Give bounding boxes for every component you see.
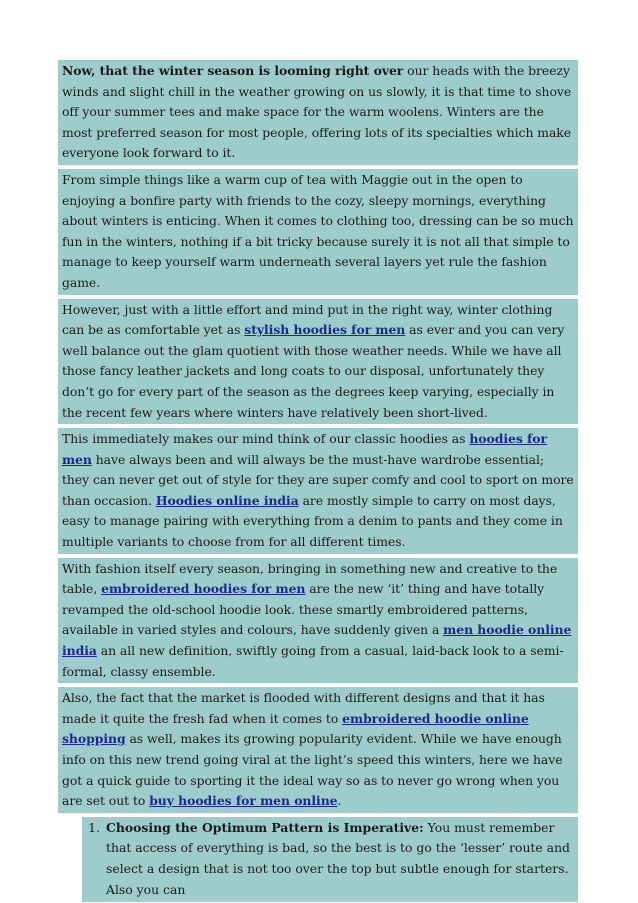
paragraph-winter-things — [58, 169, 578, 296]
paragraph-market-trend — [58, 687, 578, 814]
paragraph-text: an all new definition, swiftly going from a casual, laid-back look to a semi-formal, classy ensemble. — [62, 643, 564, 679]
intro-lead-text: Now, that the winter season is looming right over — [62, 63, 404, 78]
list-item-body — [106, 818, 574, 900]
paragraph-text: are mostly simple to carry on most days, easy to manage pairing with everything from a denim to pants and they come in multiple variants to choose from for all different times. — [62, 492, 563, 550]
paragraph-text: are the new ‘it’ thing and have totally revamped the old-school hoodie look. these smartly embroidered patterns, available in varied styles and colours, have suddenly given a — [62, 581, 545, 638]
paragraph-text: have always been and will always be the must-have wardrobe essential; they can never get out of style for they are super comfy and cool to sport on more than occasion. — [62, 451, 574, 508]
intro-body-text: our heads with the breezy winds and slight chill in the weather growing on us slowly, it is that time to shove off your summer tees and make space for the warm woolens. Winters are the most preferred season for most people, offering lots of its specialties which make everyone look forward to it. — [62, 63, 572, 161]
list-number: 1. — [88, 819, 100, 835]
paragraph-text: . — [337, 793, 342, 809]
link-buy-hoodies-for-men-online[interactable]: buy hoodies for men online — [149, 793, 338, 809]
paragraph-text: as well, makes its growing popularity evident. While we have enough info on this new trend going viral at the light’s speed this winters, here we have got a quick guide to sporting it the ideal way so as to never go wrong when you are set out to — [62, 731, 563, 809]
paragraph-classic-hoodies — [58, 428, 578, 555]
paragraph-text: This immediately makes our mind think of our classic hoodies as — [62, 431, 470, 447]
link-embroidered-hoodie-online-shopping[interactable]: embroidered hoodie online shopping — [62, 710, 529, 747]
list-item — [82, 817, 578, 902]
link-embroidered-hoodies-for-men[interactable]: embroidered hoodies for men — [101, 581, 306, 597]
paragraph-text: However, just with a little effort and mind put in the right way, winter clothing can be as comfortable yet as — [62, 301, 553, 338]
winter-things-text: From simple things like a warm cup of tea with Maggie out in the open to enjoying a bonfire party with friends to the cozy, sleepy mornings, everything about winters is enticing. When it comes to clothing too, dressing can be so much fun in the winters, nothing if a bit tricky because surely it is not all that simple to manage to keep yourself warm underneath several layers yet rule the fashion game. — [62, 171, 574, 290]
paragraph-embroidered — [58, 558, 578, 685]
link-stylish-hoodies-for-men[interactable]: stylish hoodies for men — [244, 322, 406, 338]
paragraph-text: With fashion itself every season, bringing in something new and creative to the table, — [62, 560, 558, 597]
paragraph-intro — [58, 60, 578, 166]
link-hoodies-for-men[interactable]: hoodies for men — [62, 431, 547, 467]
document-page — [58, 60, 578, 902]
paragraph-text: Also, the fact that the market is flooded with different designs and that it has made it quite the fresh fad when it comes to — [62, 690, 545, 726]
link-men-hoodie-online-india[interactable]: men hoodie online india — [62, 622, 572, 659]
list-item-text: You must remember that access of everything is bad, so the best is to go the ‘lesser’ route and select a design that is not too over the top but subtle enough for starters. Also you can — [106, 819, 570, 897]
paragraph-text: as ever and you can very well balance out the glam quotient with those weather needs. While we have all those fancy leather jackets and long coats to our disposal, unfortunately they don’t go for every part of the season as the degrees keep varying, especially in the recent few years where winters have relatively been short-lived. — [62, 322, 565, 420]
list-item-heading: Choosing the Optimum Pattern is Imperative: — [106, 819, 424, 835]
link-hoodies-online-india[interactable]: Hoodies online india — [155, 492, 299, 508]
paragraph-winter-clothing — [58, 299, 578, 426]
